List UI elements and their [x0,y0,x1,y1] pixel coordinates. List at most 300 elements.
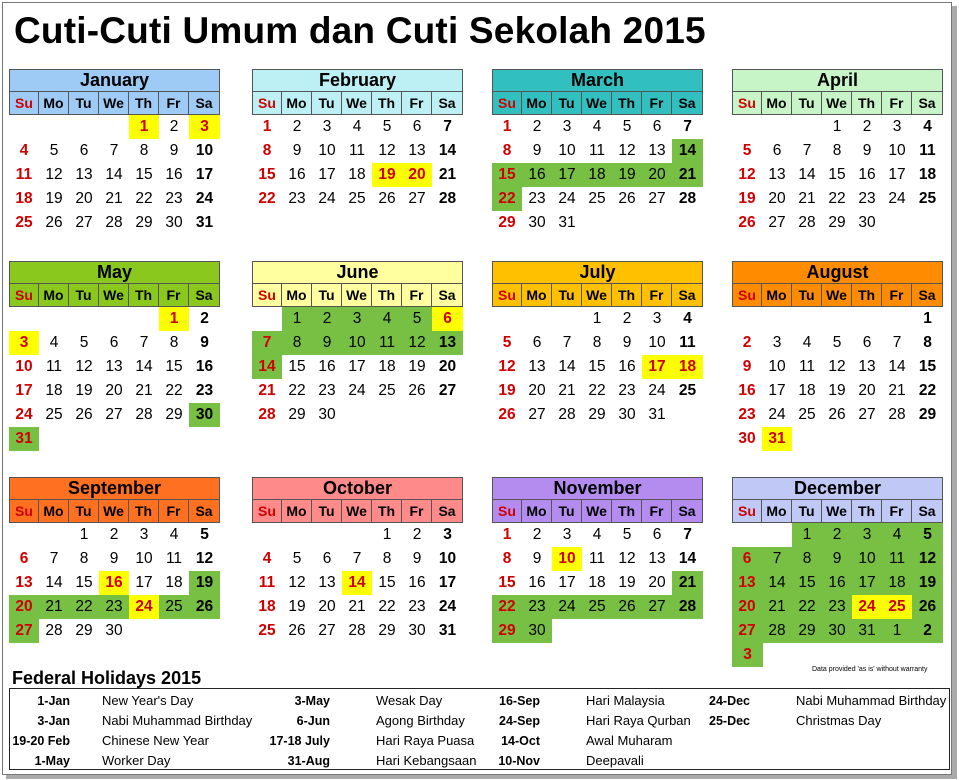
empty-cell [69,427,99,451]
weekday-header: We [99,92,129,115]
day-cell: 15 [288,358,306,375]
empty-cell [99,307,129,331]
day-cell: 17 [348,358,366,375]
month-name: July [492,261,703,284]
day-cell: 20 [318,598,336,615]
month-name: March [492,69,703,92]
empty-cell [552,619,582,643]
day-cell: 30 [618,406,636,423]
month-december [732,477,943,667]
weekday-header-row [9,500,220,523]
weekday-header: Tu [312,92,342,115]
day-cell: 1 [832,118,842,135]
day-cell: 26 [498,406,516,423]
week-row [492,379,703,403]
week-row [9,403,220,427]
weekday-header: Sa [672,92,703,115]
day-cell: 27 [75,214,93,231]
day-cell: 4 [49,334,59,351]
day-cell: 14 [135,358,153,375]
day-cell: 28 [558,406,576,423]
month-name: May [9,261,220,284]
empty-cell [159,427,189,451]
weekday-header: Fr [402,500,432,523]
day-cell: 30 [189,403,220,427]
day-cell: 27 [528,406,546,423]
day-cell: 3 [9,331,39,355]
weekday-header: Sa [189,500,220,523]
weekday-header: Su [732,92,762,115]
day-cell: 9 [822,547,852,571]
day-cell: 6 [532,334,542,351]
day-cell: 25 [45,406,63,423]
week-row [492,595,703,619]
week-row [492,163,703,187]
day-cell: 25 [882,595,912,619]
day-cell: 1 [502,526,512,543]
empty-cell [792,427,822,451]
weekday-header: We [582,284,612,307]
day-cell: 7 [802,142,812,159]
day-cell: 25 [588,190,606,207]
day-cell: 23 [858,190,876,207]
week-row [252,403,463,427]
day-cell: 5 [49,142,59,159]
day-cell: 20 [438,358,457,375]
holiday-name: Nabi Muhammad Birthday [796,693,947,708]
day-cell: 11 [15,166,33,183]
weekday-header: Tu [792,500,822,523]
day-cell: 6 [732,547,762,571]
holiday-name: Hari Kebangsaan [376,753,477,768]
week-row [732,571,943,595]
day-cell: 27 [768,214,786,231]
federal-holidays-table [9,688,950,770]
weekday-header: We [99,500,129,523]
month-name: December [732,477,943,500]
day-cell: 16 [408,574,426,591]
day-cell: 10 [648,334,666,351]
weekday-header: Th [612,284,642,307]
day-cell: 17 [195,166,214,183]
day-cell: 9 [169,142,179,159]
day-cell: 16 [318,358,336,375]
day-cell: 25 [15,214,33,231]
day-cell: 30 [738,430,756,447]
month-may [9,261,220,451]
day-cell: 17 [558,574,576,591]
day-cell: 23 [195,382,214,399]
day-cell: 21 [39,595,69,619]
weekday-header-row [492,284,703,307]
week-row [9,163,220,187]
empty-cell [882,427,912,451]
week-row [492,619,703,643]
day-cell: 19 [612,163,642,187]
week-row [252,355,463,379]
day-cell: 16 [618,358,636,375]
day-cell: 13 [648,550,666,567]
day-cell: 13 [15,574,33,591]
day-cell: 8 [923,334,932,351]
holiday-date: 14-Oct [501,734,540,748]
day-cell: 20 [648,574,666,591]
day-cell: 25 [348,190,366,207]
day-cell: 29 [165,406,183,423]
week-row [492,571,703,595]
day-cell: 1 [592,310,602,327]
day-cell: 24 [888,190,906,207]
weekday-header-row [732,92,943,115]
day-cell: 1 [923,310,932,327]
day-cell: 22 [492,187,522,211]
empty-cell [642,619,672,643]
page-title: Cuti-Cuti Umum dan Cuti Sekolah 2015 [14,10,706,51]
weekday-header: Sa [189,284,220,307]
empty-cell [582,619,612,643]
holiday-date: 24-Dec [709,694,750,708]
day-cell: 15 [135,166,153,183]
day-cell: 24 [195,190,214,207]
day-cell: 30 [408,622,426,639]
week-row [732,619,943,643]
day-cell: 1 [159,307,189,331]
empty-cell [762,523,792,547]
day-cell: 18 [882,571,912,595]
day-cell: 10 [15,358,33,375]
day-cell: 5 [79,334,89,351]
empty-cell [99,115,129,139]
day-cell: 7 [139,334,149,351]
day-cell: 6 [432,307,463,331]
day-cell: 13 [648,142,666,159]
weekday-header-row [252,284,463,307]
day-cell: 4 [19,142,29,159]
week-row [252,331,463,355]
day-cell: 7 [443,118,452,135]
day-cell: 26 [378,190,396,207]
day-cell: 12 [912,547,943,571]
weekday-header: Sa [672,284,703,307]
empty-cell [672,619,703,643]
weekday-header: Mo [522,284,552,307]
day-cell: 3 [562,526,572,543]
day-cell: 15 [792,571,822,595]
day-cell: 3 [852,523,882,547]
day-cell: 3 [652,310,662,327]
weekday-header: Th [372,500,402,523]
week-row [9,331,220,355]
weekday-header: We [342,500,372,523]
weekday-header: Th [372,92,402,115]
day-cell: 10 [768,358,786,375]
weekday-header: Sa [672,500,703,523]
empty-cell [39,523,69,547]
day-cell: 29 [492,619,522,643]
day-cell: 10 [852,547,882,571]
day-cell: 14 [105,166,123,183]
day-cell: 9 [532,142,542,159]
day-cell: 7 [762,547,792,571]
day-cell: 29 [75,622,93,639]
day-cell: 7 [683,526,692,543]
day-cell: 16 [195,358,214,375]
day-cell: 6 [79,142,89,159]
weekday-header: Tu [312,284,342,307]
day-cell: 19 [912,571,943,595]
day-cell: 21 [672,571,703,595]
month-march [492,69,703,235]
day-cell: 17 [852,571,882,595]
day-cell: 24 [558,190,576,207]
holiday-name: New Year's Day [102,693,194,708]
empty-cell [9,115,39,139]
day-cell: 29 [498,214,516,231]
weekday-header: Mo [282,284,312,307]
day-cell: 24 [129,595,159,619]
day-cell: 9 [622,334,632,351]
day-cell: 19 [738,190,756,207]
day-cell: 10 [195,142,214,159]
weekday-header: Fr [402,92,432,115]
holiday-name: Christmas Day [796,713,882,728]
empty-cell [552,307,582,331]
month-june [252,261,463,427]
day-cell: 21 [438,166,457,183]
month-name: April [732,69,943,92]
empty-cell [672,403,703,427]
month-name: January [9,69,220,92]
week-row [9,115,220,139]
weekday-header: Th [612,92,642,115]
day-cell: 26 [45,214,63,231]
day-cell: 20 [732,595,762,619]
empty-cell [282,523,312,547]
day-cell: 10 [342,331,372,355]
day-cell: 22 [165,382,183,399]
day-cell: 14 [252,355,282,379]
holiday-date: 1-May [34,754,70,768]
week-row [732,379,943,403]
day-cell: 28 [672,595,703,619]
day-cell: 14 [678,550,697,567]
weekday-header: Mo [39,284,69,307]
empty-cell [732,307,762,331]
weekday-header-row [732,284,943,307]
day-cell: 15 [828,166,846,183]
day-cell: 28 [258,406,276,423]
day-cell: 23 [165,190,183,207]
holiday-date: 3-Jan [37,714,70,728]
day-cell: 1 [382,526,392,543]
empty-cell [69,307,99,331]
day-cell: 18 [378,358,396,375]
day-cell: 2 [822,523,852,547]
weekday-header: Th [372,284,402,307]
empty-cell [642,211,672,235]
day-cell: 23 [738,406,756,423]
day-cell: 15 [378,574,396,591]
month-october [252,477,463,643]
day-cell: 14 [672,139,703,163]
day-cell: 19 [372,163,402,187]
day-cell: 13 [408,142,426,159]
day-cell: 11 [588,142,606,159]
week-row [252,595,463,619]
week-row [492,307,703,331]
day-cell: 25 [678,382,697,399]
week-row [732,547,943,571]
holiday-name: Awal Muharam [586,733,673,748]
empty-cell [612,211,642,235]
day-cell: 21 [558,382,576,399]
day-cell: 16 [522,163,552,187]
week-row [9,211,220,235]
day-cell: 25 [378,382,396,399]
week-row [732,403,943,427]
week-row [732,355,943,379]
weekday-header-row [9,92,220,115]
day-cell: 8 [79,550,89,567]
day-cell: 17 [318,166,336,183]
day-cell: 26 [408,382,426,399]
day-cell: 15 [918,358,937,375]
day-cell: 12 [828,358,846,375]
day-cell: 25 [918,190,937,207]
day-cell: 19 [45,190,63,207]
month-name: November [492,477,703,500]
day-cell: 29 [792,619,822,643]
day-cell: 29 [918,406,937,423]
day-cell: 16 [822,571,852,595]
day-cell: 2 [312,307,342,331]
day-cell: 14 [558,358,576,375]
week-row [492,355,703,379]
empty-cell [432,403,463,427]
day-cell: 3 [892,118,902,135]
day-cell: 26 [612,595,642,619]
day-cell: 22 [492,595,522,619]
day-cell: 8 [282,331,312,355]
weekday-header: Mo [762,500,792,523]
day-cell: 21 [348,598,366,615]
day-cell: 9 [412,550,422,567]
holiday-name: Worker Day [102,753,171,768]
day-cell: 6 [652,118,662,135]
day-cell: 2 [412,526,422,543]
day-cell: 27 [318,622,336,639]
day-cell: 16 [99,571,129,595]
week-row [732,427,943,451]
day-cell: 5 [402,307,432,331]
day-cell: 15 [498,574,516,591]
weekday-header: Su [732,500,762,523]
day-cell: 26 [618,190,636,207]
day-cell: 20 [75,190,93,207]
weekday-header: Fr [642,92,672,115]
week-row [492,547,703,571]
empty-cell [99,427,129,451]
day-cell: 11 [45,358,63,375]
empty-cell [9,307,39,331]
holiday-date: 31-Aug [287,754,330,768]
day-cell: 21 [762,595,792,619]
day-cell: 14 [45,574,63,591]
weekday-header-row [252,500,463,523]
day-cell: 20 [642,163,672,187]
day-cell: 5 [832,334,842,351]
day-cell: 17 [888,166,906,183]
day-cell: 18 [582,163,612,187]
empty-cell [732,523,762,547]
day-cell: 7 [49,550,59,567]
day-cell: 11 [348,142,366,159]
day-cell: 18 [798,382,816,399]
weekday-header: Su [732,284,762,307]
day-cell: 23 [822,595,852,619]
day-cell: 29 [135,214,153,231]
week-row [9,355,220,379]
weekday-header: Su [492,92,522,115]
day-cell: 23 [318,382,336,399]
empty-cell [39,307,69,331]
week-row [252,571,463,595]
day-cell: 22 [588,382,606,399]
day-cell: 12 [402,331,432,355]
day-cell: 26 [912,595,943,619]
empty-cell [9,523,39,547]
day-cell: 30 [822,619,852,643]
day-cell: 8 [169,334,179,351]
day-cell: 23 [408,598,426,615]
warranty-note: Data provided 'as is' without warranty [812,666,928,673]
empty-cell [372,403,402,427]
empty-cell [129,307,159,331]
week-row [9,571,220,595]
day-cell: 7 [683,118,692,135]
day-cell: 14 [438,142,457,159]
weekday-header: Th [852,92,882,115]
day-cell: 3 [562,118,572,135]
day-cell: 6 [109,334,119,351]
weekday-header: Sa [912,500,943,523]
weekday-header: Fr [402,284,432,307]
day-cell: 13 [732,571,762,595]
day-cell: 7 [252,331,282,355]
week-row [732,139,943,163]
day-cell: 14 [888,358,906,375]
day-cell: 13 [528,358,546,375]
weekday-header: Tu [552,92,582,115]
day-cell: 27 [642,595,672,619]
month-name: August [732,261,943,284]
day-cell: 30 [105,622,123,639]
weekday-header-row [732,500,943,523]
day-cell: 28 [45,622,63,639]
week-row [732,331,943,355]
day-cell: 30 [318,406,336,423]
day-cell: 29 [588,406,606,423]
day-cell: 24 [318,190,336,207]
weekday-header: We [342,92,372,115]
day-cell: 5 [292,550,302,567]
month-august [732,261,943,451]
day-cell: 1 [262,118,272,135]
day-cell: 5 [622,118,632,135]
day-cell: 22 [258,190,276,207]
day-cell: 26 [75,406,93,423]
weekday-header: Tu [792,284,822,307]
